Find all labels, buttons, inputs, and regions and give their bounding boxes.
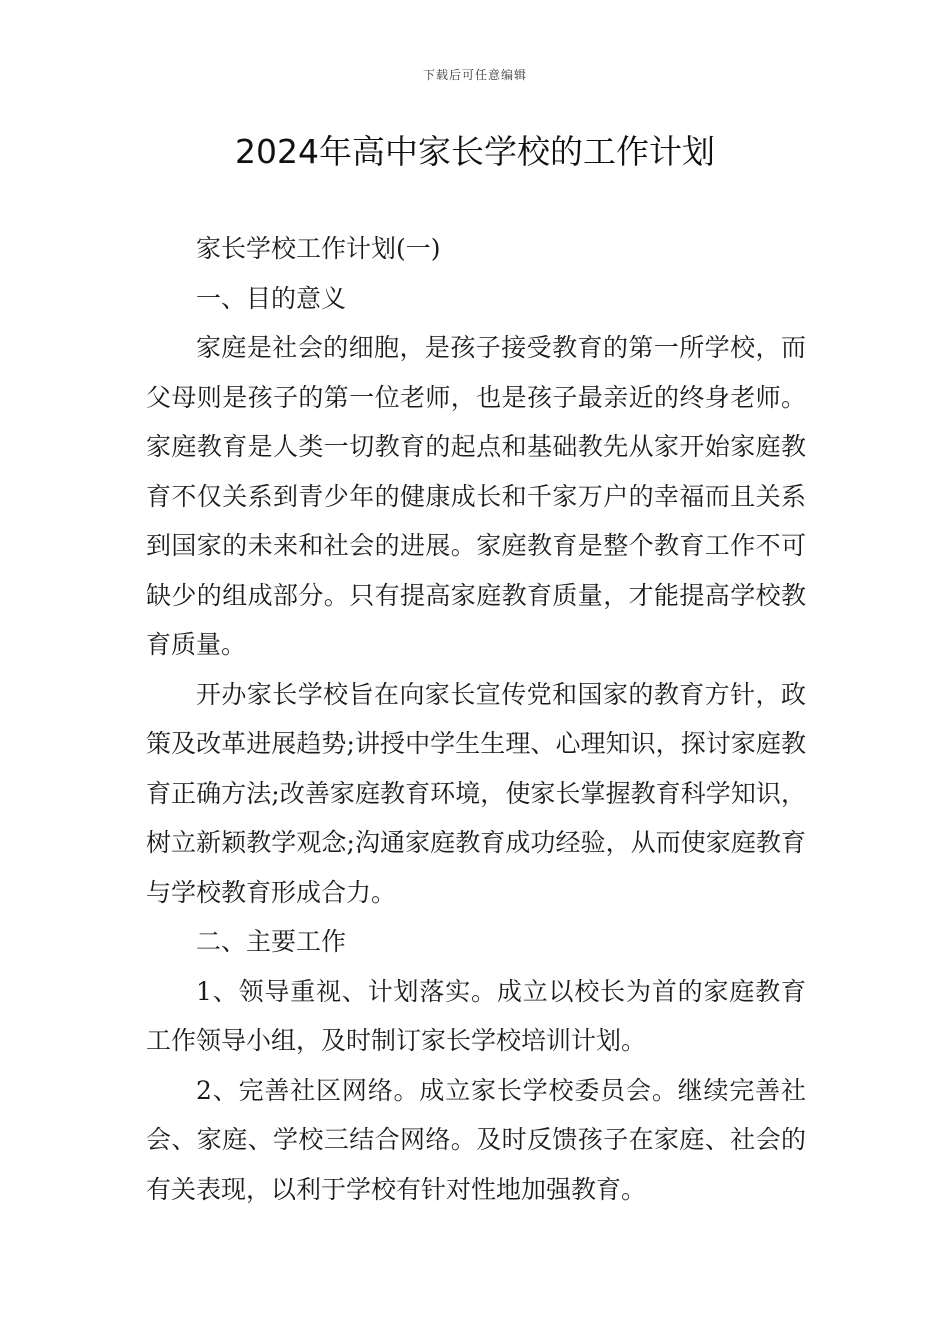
list-item-leadership: 1、领导重视、计划落实。成立以校长为首的家庭教育工作领导小组，及时制订家长学校培训计划。 bbox=[146, 976, 806, 1055]
document-title: 2024年高中家长学校的工作计划 bbox=[235, 132, 715, 171]
section-heading-main-work: 二、主要工作 bbox=[196, 927, 347, 956]
document-body bbox=[146, 224, 806, 1214]
paragraph-parent-school-aim: 开办家长学校旨在向家长宣传党和国家的教育方针，政策及改革进展趋势;讲授中学生生理、心理知识，探讨家庭教育正确方法;改善家庭教育环境，使家长掌握教育科学知识，树立新颖教学观念;沟通家庭教育成功经验，从而使家庭教育与学校教育形成合力。 bbox=[146, 679, 806, 907]
section-heading-plan-one: 家长学校工作计划(一) bbox=[196, 234, 441, 263]
header-note: 下载后可任意编辑 bbox=[422, 68, 527, 82]
section-heading-purpose: 一、目的意义 bbox=[196, 283, 347, 313]
list-item-community-network: 2、完善社区网络。成立家长学校委员会。继续完善社会、家庭、学校三结合网络。及时反馈孩子在家庭、社会的有关表现，以利于学校有针对性地加强教育。 bbox=[146, 1075, 806, 1204]
paragraph-family-education: 家庭是社会的细胞，是孩子接受教育的第一所学校，而父母则是孩子的第一位老师，也是孩子最亲近的终身老师。家庭教育是人类一切教育的起点和基础教先从家开始家庭教育不仅关系到青少年的健康成长和千家万户的幸福而且关系到国家的未来和社会的进展。家庭教育是整个教育工作不可缺少的组成部分。只有提高家庭教育质量，才能提高学校教育质量。 bbox=[146, 333, 806, 659]
